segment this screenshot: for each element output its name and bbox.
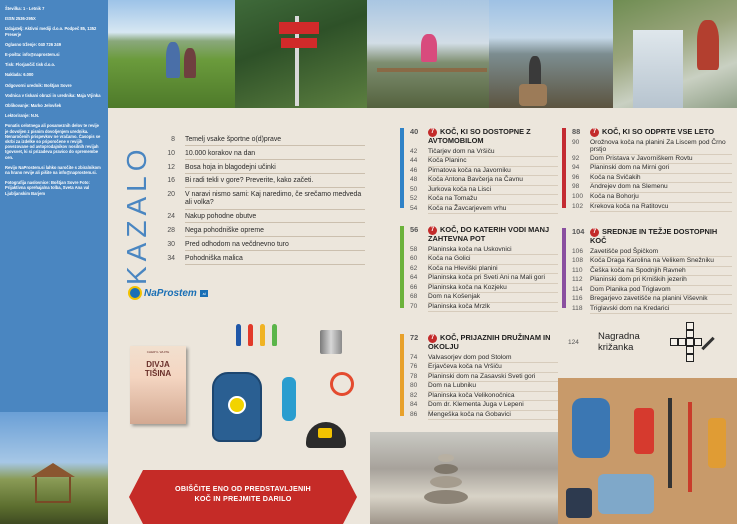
toc-item[interactable]	[165, 241, 365, 251]
entry-text: Dom na Košenjak	[428, 293, 558, 303]
entry-text: Planinski dom na Zasavski Sveti gori	[428, 373, 558, 383]
entry-text: Koča na Tomažu	[428, 195, 558, 205]
entry-page: 54	[410, 204, 418, 212]
section-entry[interactable]	[408, 284, 558, 294]
section-entry[interactable]	[408, 205, 558, 215]
entry-page: 110	[572, 266, 583, 274]
section-title: KOČ, PRIJAZNIH DRUŽINAM IN OKOLJU	[428, 333, 551, 351]
section-heading[interactable]	[570, 228, 732, 246]
crossword-icon	[670, 322, 718, 362]
section-entry[interactable]	[570, 267, 732, 277]
cta-line2: KOČ IN PREJMITE DARILO	[194, 494, 292, 503]
section-entry[interactable]	[408, 373, 558, 383]
section-entry[interactable]	[570, 305, 732, 315]
entry-page: 68	[410, 293, 418, 301]
entry-text: Dom na Lubniku	[428, 382, 558, 392]
section-entry[interactable]	[570, 257, 732, 267]
photo-hiker-viewpoint	[489, 0, 613, 108]
section-entry[interactable]	[570, 155, 732, 165]
toc-page: 12	[167, 163, 175, 171]
entry-page: 76	[410, 363, 418, 371]
section-entry[interactable]	[570, 139, 732, 155]
section-entry[interactable]	[408, 411, 558, 421]
entry-page: 44	[410, 157, 418, 165]
entry-page: 64	[410, 274, 418, 282]
entry-page: 70	[410, 302, 418, 310]
section-page: 88	[572, 127, 581, 136]
section-entry[interactable]	[570, 203, 732, 213]
entry-text: Jurkova koča na Lisci	[428, 186, 558, 196]
entry-text: Dom Pristava v Javorniškem Rovtu	[590, 155, 732, 165]
section-heading[interactable]	[408, 226, 558, 244]
toc-page: 10	[167, 149, 175, 157]
toc-text: Nakup pohodne obutve	[185, 213, 365, 223]
entry-page: 80	[410, 382, 418, 390]
section-open-all-year	[570, 128, 732, 212]
toc-text: V naravi nismo sami: Kaj naredimo, če srečamo medveda ali volka?	[185, 191, 365, 209]
entry-text: Dom Planika pod Triglavom	[590, 286, 732, 296]
section-badge: 7	[590, 228, 599, 237]
entry-text: Koča na Žavcarjevem vrhu	[428, 205, 558, 215]
entry-text: Orožnova koča na planini Za Liscem pod Črno prstjo	[590, 139, 732, 155]
section-badge: 7	[428, 334, 437, 343]
entry-page: 62	[410, 264, 418, 272]
entry-page: 82	[410, 391, 418, 399]
entry-page: 106	[572, 247, 584, 255]
masthead-line: Revijo NaProstem.si lahko naročite s zbiralnikom na hrano revije ali pišite na info@naprostem.si.	[5, 164, 101, 176]
entry-text: Krekova koča na Ratitovcu	[590, 203, 732, 213]
prize-label-line1: Nagradna	[598, 331, 640, 342]
entry-text: Češka koča na Spodnjih Ravneh	[590, 267, 732, 277]
toc-text: Nega pohodniške opreme	[185, 227, 365, 237]
prize-page: 124	[568, 338, 579, 346]
book-title-line2: TIŠINA	[144, 369, 172, 378]
masthead-line: Oblikovanje: Marko Jelovšek	[5, 103, 62, 109]
masthead-sidebar	[0, 0, 108, 524]
giveaway-banner[interactable]	[143, 470, 343, 524]
section-page: 56	[410, 225, 419, 234]
section-entry[interactable]	[408, 303, 558, 313]
section-badge: 7	[590, 128, 599, 137]
entry-page: 86	[410, 410, 418, 418]
section-entry[interactable]	[408, 186, 558, 196]
firestarter-icon	[330, 372, 354, 396]
globe-icon	[128, 286, 142, 300]
entry-text: Planinska koča Mrzlk	[428, 303, 558, 313]
entry-page: 74	[410, 353, 418, 361]
masthead-line: Lektoriranje: N.N.	[5, 113, 40, 119]
section-entry[interactable]	[408, 401, 558, 411]
section-entry[interactable]	[570, 164, 732, 174]
toc-item[interactable]	[165, 255, 365, 265]
book-title-line1: DIVJA	[146, 360, 170, 369]
entry-text: Koča na Golici	[428, 255, 558, 265]
photo-family-waterfall	[613, 0, 737, 108]
entry-page: 100	[572, 193, 584, 200]
entry-text: Planinska koča na Uskovnici	[428, 246, 558, 256]
masthead-line: Številka: 1 - Letnik 7	[5, 6, 45, 11]
section-badge: 7	[428, 128, 437, 137]
entry-page: 50	[410, 185, 418, 193]
entry-page: 94	[572, 164, 580, 172]
cta-line1: OBIŠČITE ENO OD PREDSTAVLJENIH	[175, 484, 311, 493]
entry-text: Tičarjev dom na Vršiču	[428, 148, 558, 158]
section-badge: 7	[428, 226, 437, 235]
toc-page: 30	[167, 240, 175, 248]
entry-text: Erjavčeva koča na Vršiču	[428, 363, 558, 373]
entry-page: 46	[410, 166, 418, 174]
spork-icon	[272, 324, 277, 346]
toc-text: 10.000 korakov na dan	[185, 150, 365, 160]
entry-page: 116	[572, 295, 583, 303]
giveaway-promo	[120, 272, 365, 454]
toc-text: Temelj vsake športne o(d)prave	[185, 136, 365, 146]
section-entry[interactable]	[408, 255, 558, 265]
entry-text: Koča Planinc	[428, 157, 558, 167]
photo-trail-signpost	[235, 0, 367, 108]
spork-icon	[260, 324, 265, 346]
masthead-line: E-pošta: info@naprostem.si	[5, 52, 60, 58]
brand-logo	[128, 286, 208, 300]
entry-page: 118	[572, 304, 583, 312]
prize-label-line2: križanka	[598, 342, 634, 353]
section-page: 40	[410, 127, 419, 136]
section-entry[interactable]	[408, 176, 558, 186]
entry-text: Planinska koča na Kozjeku	[428, 284, 558, 294]
entry-page: 78	[410, 372, 418, 380]
masthead-line: ISSN 2536-295X	[5, 16, 36, 22]
backpack-icon	[212, 372, 262, 442]
entry-text: Valvasorjev dom pod Stolom	[428, 354, 558, 364]
toc-item[interactable]	[165, 164, 365, 174]
section-title: KOČ, KI SO DOSTOPNE Z AVTOMOBILOM	[428, 127, 531, 145]
entry-text: Koča na Svičakih	[590, 174, 732, 184]
toc-item[interactable]	[165, 213, 365, 223]
section-entry[interactable]	[408, 274, 558, 284]
bottle-icon	[282, 377, 296, 421]
brand-tag: .si	[201, 290, 206, 296]
section-entry[interactable]	[408, 293, 558, 303]
section-entry[interactable]	[408, 167, 558, 177]
page-title: KAZALO	[121, 144, 152, 286]
spork-icon	[236, 324, 241, 346]
mug-icon	[320, 330, 342, 354]
section-title: KOČ, DO KATERIH VODI MANJ ZAHTEVNA POT	[428, 225, 550, 243]
section-family-friendly	[408, 334, 558, 420]
table-of-contents	[165, 136, 365, 268]
toc-text: Pohodniška malica	[185, 255, 365, 265]
section-entry[interactable]	[570, 295, 732, 305]
entry-page: 102	[572, 202, 584, 210]
section-hard-access	[570, 228, 732, 314]
cover-photo-hut	[0, 412, 108, 524]
entry-page: 60	[410, 255, 418, 263]
entry-text: Bregarjevo zavetišče na planini Viševnik	[590, 295, 732, 305]
entry-page: 98	[572, 183, 580, 191]
toc-page: 28	[167, 226, 175, 234]
photo-hiking-gear	[558, 378, 737, 524]
section-entry[interactable]	[570, 174, 732, 184]
entry-page: 108	[572, 257, 584, 265]
section-car-accessible	[408, 128, 558, 214]
section-entry[interactable]	[408, 148, 558, 158]
section-entry[interactable]	[570, 248, 732, 258]
section-page: 104	[572, 227, 585, 236]
entry-page: 96	[572, 173, 580, 181]
entry-text: Planinski dom na Mirni gori	[590, 164, 732, 174]
toc-text: Bosa hoja in blagodejni učinki	[185, 164, 365, 174]
toc-text: Pred odhodom na večdnevno turo	[185, 241, 365, 251]
spork-icon	[248, 324, 253, 346]
masthead-line: Vodnica v tiskani obrazi in urednika: Maja Vrjinka	[5, 92, 101, 98]
toc-page: 34	[167, 254, 175, 262]
section-title: KOČ, KI SO ODPRTE VSE LETO	[602, 127, 714, 136]
toc-item[interactable]	[165, 150, 365, 160]
entry-page: 84	[410, 401, 418, 409]
photo-hiker-summit	[367, 0, 489, 108]
toc-item[interactable]	[165, 227, 365, 237]
entry-page: 58	[410, 245, 418, 253]
entry-text: Planinska koča pri Sveti Ani na Mali gori	[428, 274, 558, 284]
entry-page: 48	[410, 176, 418, 184]
entry-page: 114	[572, 285, 583, 293]
entry-text: Koča na Hleviški planini	[428, 265, 558, 275]
section-title: SREDNJE IN TEŽJE DOSTOPNIH KOČ	[590, 227, 718, 245]
entry-text: Andrejev dom na Slemenu	[590, 183, 732, 193]
entry-text: Koča na Bohorju	[590, 193, 732, 203]
masthead-line: Odgovorni urednik: Boštjan Sovre	[5, 82, 72, 88]
section-easy-trail	[408, 226, 558, 312]
toc-text: Bi radi tekli v gore? Preverite, kako začeti.	[185, 177, 365, 187]
book-author: CHERYL WHITE	[146, 350, 170, 354]
cap-icon	[306, 422, 346, 448]
photo-stone-cairn	[370, 432, 558, 524]
masthead-line: Izdajatelj: Aktivni mediji d.o.o. Podpeč 85, 1352 Preserje	[5, 26, 97, 37]
book-cover	[130, 346, 186, 424]
section-entry[interactable]	[570, 286, 732, 296]
crossword-entry[interactable]	[568, 322, 718, 362]
masthead-line: Naklada: 6.000	[5, 72, 34, 78]
section-entry[interactable]	[570, 276, 732, 286]
section-entry[interactable]	[408, 354, 558, 364]
section-heading[interactable]	[408, 128, 558, 146]
masthead-line: Ponatis celotnega ali posameznih delov te revije je dovoljen z pisnim dovoljenjem urednika. Nenaročenih prispevkov ne vračamo. Časopis se skrbi za izdelke so priporočene v revijih povezovane od avtoprodajnikov nosilnih revijah tgovsvet, ki si prizadeva pravico do spremembe cen.	[5, 123, 101, 160]
section-heading[interactable]	[570, 128, 732, 137]
section-page: 72	[410, 333, 419, 342]
toc-item[interactable]	[165, 136, 365, 146]
entry-text: Triglavski dom na Kredarici	[590, 305, 732, 315]
entry-text: Zavetišče pod Špičkom	[590, 248, 732, 258]
entry-page: 42	[410, 147, 418, 155]
section-entry[interactable]	[408, 265, 558, 275]
toc-item[interactable]	[165, 177, 365, 187]
entry-text: Pirnatova koča na Javorniku	[428, 167, 558, 177]
section-heading[interactable]	[408, 334, 558, 352]
section-entry[interactable]	[408, 157, 558, 167]
entry-text: Dom dr. Klementa Juga v Lepeni	[428, 401, 558, 411]
entry-page: 92	[572, 154, 580, 162]
entry-page: 52	[410, 195, 418, 203]
toc-page: 8	[171, 136, 175, 143]
section-entry[interactable]	[570, 193, 732, 203]
entry-text: Planinska koča Velikonočnica	[428, 392, 558, 402]
section-entry[interactable]	[408, 246, 558, 256]
toc-item[interactable]	[165, 191, 365, 209]
section-entry[interactable]	[570, 183, 732, 193]
brand-name: NaProstem	[144, 287, 197, 299]
toc-page: 16	[167, 177, 175, 185]
entry-page: 90	[572, 139, 580, 146]
section-entry[interactable]	[408, 363, 558, 373]
section-entry[interactable]	[408, 392, 558, 402]
entry-text: Koča Antona Bavčerja na Čavnu	[428, 176, 558, 186]
entry-text: Koča Dragа Karolina na Velikem Snežniku	[590, 257, 732, 267]
entry-page: 112	[572, 276, 583, 284]
toc-page: 24	[167, 213, 175, 221]
masthead-line: Tisk: Florjančič tisk d.o.o.	[5, 62, 56, 68]
toc-page: 20	[167, 191, 175, 199]
entry-text: Planinski dom pri Krniških jezerih	[590, 276, 732, 286]
photo-hikers-meadow	[108, 0, 235, 108]
masthead-line: Oglasno trženje: 040 726 249	[5, 41, 61, 47]
masthead-line: Fotografija naslovnice: Boštjan Sovre Foto: Prijaktivna sprehajalna tolba, Sveta Ana val Ljubljanskim Barjem	[5, 180, 90, 196]
entry-text: Mengeška koča na Gobavici	[428, 411, 558, 421]
entry-page: 66	[410, 283, 418, 291]
section-entry[interactable]	[408, 195, 558, 205]
section-entry[interactable]	[408, 382, 558, 392]
